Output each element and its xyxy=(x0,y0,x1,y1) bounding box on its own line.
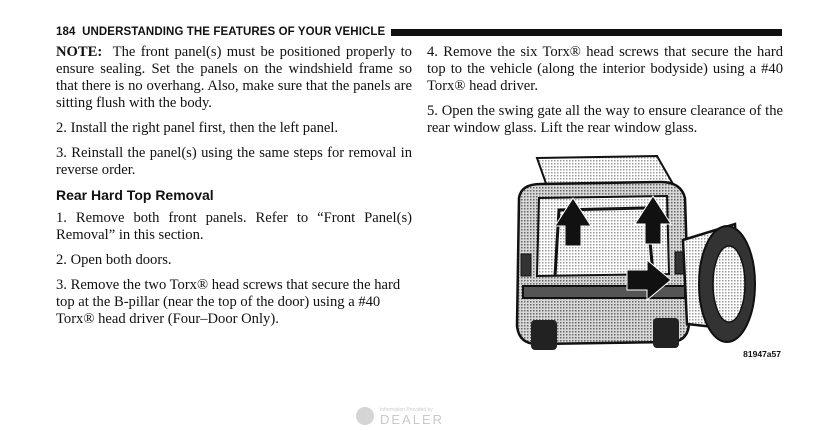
right-column xyxy=(427,44,783,145)
removal-step-3: 3. Remove the two Torx® head screws that secure the hard top at the B-pillar (near the top of the door) using a #40 Torx® head driver (Four–Door Only). xyxy=(56,277,401,327)
rear-hard-top-heading: Rear Hard Top Removal xyxy=(56,187,214,203)
step-2: 2. Install the right panel first, then the left panel. xyxy=(56,120,339,136)
left-tire xyxy=(531,320,557,350)
header-rule xyxy=(391,29,782,36)
watermark-text xyxy=(380,407,444,426)
watermark-small-text: Information Provided by xyxy=(380,406,433,413)
right-tire xyxy=(653,318,679,348)
note-paragraph xyxy=(56,44,412,112)
page-header-title xyxy=(56,26,391,38)
removal-step-4: 4. Remove the six Torx® head screws that secure the hard top to the vehicle (along the interior bodyside) using a #40 Torx® head driver. xyxy=(427,44,783,94)
page-header xyxy=(56,24,782,40)
section-title: UNDERSTANDING THE FEATURES OF YOUR VEHICLE xyxy=(82,26,386,38)
figure-code: 81947a57 xyxy=(743,349,781,359)
left-column xyxy=(56,44,412,336)
spare-wheel xyxy=(713,246,745,322)
note-label: NOTE: xyxy=(56,44,103,60)
vehicle-rear-drawing xyxy=(497,154,781,359)
watermark-big-text: DEALER xyxy=(380,411,445,427)
step-3: 3. Reinstall the panel(s) using the same steps for removal in reverse order. xyxy=(56,145,412,178)
left-tail-light xyxy=(521,254,531,276)
swing-gate-illustration xyxy=(497,154,781,359)
dealer-watermark xyxy=(356,404,476,428)
note-text: The front panel(s) must be positioned properly to ensure sealing. Set the panels on the windshield frame so that there is no overhang. Also, make sure that the panels are sitting flush with the body. xyxy=(56,44,412,111)
watermark-logo-icon xyxy=(356,407,374,425)
removal-step-1: 1. Remove both front panels. Refer to “Front Panel(s) Removal” in this section. xyxy=(56,210,412,243)
removal-step-5: 5. Open the swing gate all the way to ensure clearance of the rear window glass. Lift the rear window glass. xyxy=(427,103,783,136)
page-number: 184 xyxy=(56,26,76,38)
removal-step-2: 2. Open both doors. xyxy=(56,252,172,268)
